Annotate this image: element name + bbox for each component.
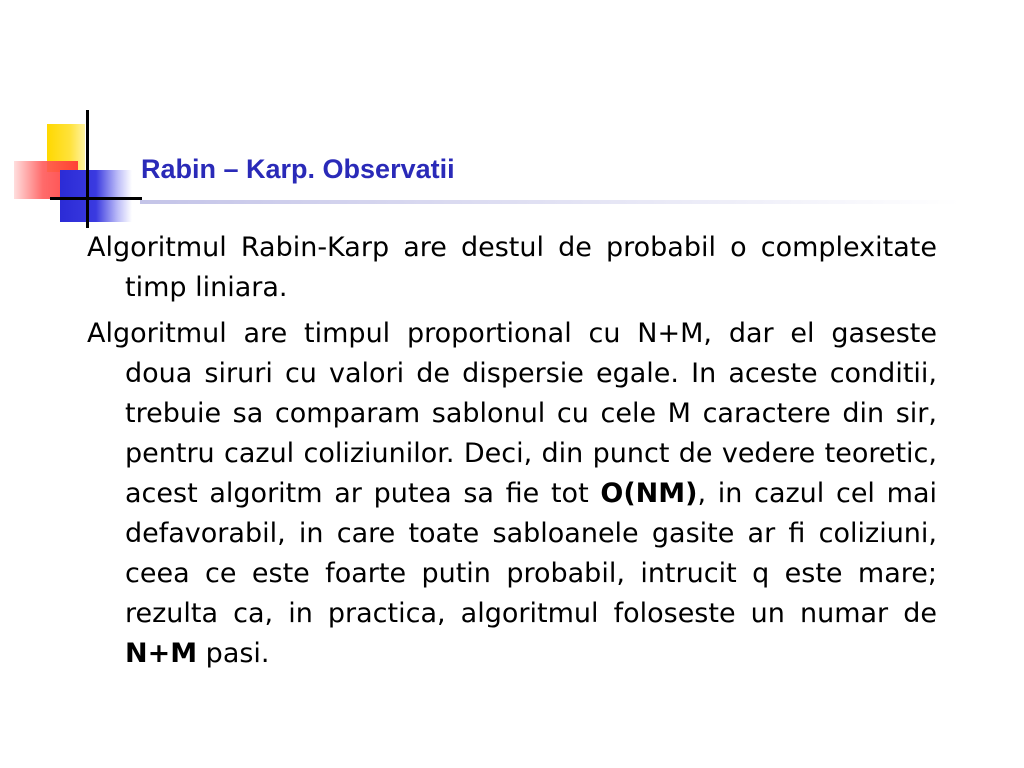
vertical-line-decoration <box>86 110 89 228</box>
paragraph-2 <box>87 314 937 674</box>
horizontal-line-decoration <box>50 197 142 200</box>
title-underline <box>140 200 960 204</box>
blue-square-decoration <box>60 170 132 222</box>
paragraph-2-text-start: Algoritmul are timpul proportional cu N+M, dar el gaseste doua siruri cu valori de dispersie egale. In aceste conditii, trebuie sa comparam sablonul cu cele M caractere din sir, pentru cazul coliziunilor. Deci, din punct de vedere teoretic, acest algoritm ar putea sa fie tot <box>87 318 937 509</box>
slide-logo-decoration <box>0 0 160 240</box>
complexity-practical: N+M <box>125 638 198 669</box>
paragraph-1 <box>87 228 937 308</box>
slide-title: Rabin – Karp. Observatii <box>141 154 455 184</box>
complexity-worst-case: O(NM) <box>600 478 698 509</box>
paragraph-2-text-end: pasi. <box>197 638 270 669</box>
paragraph-1-text: Algoritmul Rabin-Karp are destul de probabil o complexitate timp liniara. <box>87 232 937 303</box>
slide-body <box>87 228 937 680</box>
paragraph-2-text-middle: , in cazul cel mai defavorabil, in care toate sabloanele gasite ar fi coliziuni, ceea ce este foarte putin probabil, intrucit q este mare; rezulta ca, in practica, algoritmul foloseste un numar de <box>125 478 937 629</box>
